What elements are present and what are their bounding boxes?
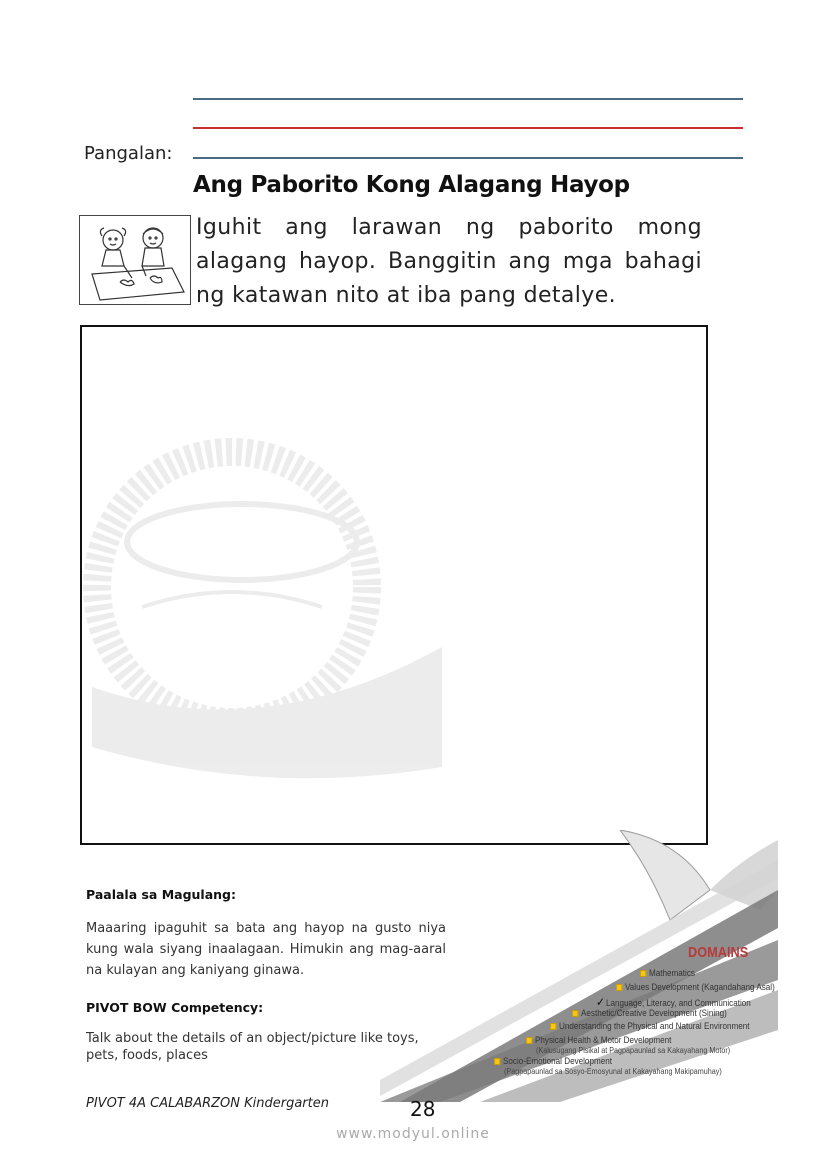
- name-label: Pangalan:: [84, 143, 173, 164]
- instruction-text: Iguhit ang larawan ng paborito mong alagang hayop. Banggitin ang mga bahagi ng katawan nito at iba pang detalye.: [196, 215, 702, 308]
- domain-item: Understanding the Physical and Natural Environment: [550, 1021, 749, 1031]
- website-watermark: www.modyul.online: [336, 1126, 490, 1142]
- competency-text: Talk about the details of an object/picture like toys, pets, foods, places: [86, 1031, 419, 1063]
- domain-item-subtitle: (Kalusugang Pisikal at Pagpapaunlad sa Kakayahang Motor): [536, 1046, 731, 1055]
- domain-marker-icon: [640, 970, 646, 977]
- parents-note-text: Maaaring ipaguhit sa bata ang hayop na gusto niya kung wala siyang inaalagaan. Himukin ang mag-aaral na kulayan ang kaniyang ginawa.: [86, 921, 446, 978]
- domain-item: ✓Language, Literacy, and Communication: [596, 995, 751, 1009]
- check-icon: ✓: [596, 995, 606, 1009]
- parents-note-title: Paalala sa Magulang:: [86, 887, 236, 902]
- domain-item: Socio-Emotional Development: [494, 1056, 612, 1066]
- domains-title: DOMAINS: [688, 944, 749, 961]
- domain-item: Aesthetic/Creative Development (Sining): [572, 1008, 727, 1018]
- name-line-bottom[interactable]: [193, 157, 743, 159]
- domain-item: Values Development (Kagandahang Asal): [616, 982, 775, 992]
- footer-source: PIVOT 4A CALABARZON Kindergarten: [86, 1096, 329, 1111]
- name-line-top: [193, 98, 743, 100]
- page-title: Ang Paborito Kong Alagang Hayop: [193, 172, 630, 198]
- competency-title: PIVOT BOW Competency:: [86, 1000, 264, 1015]
- domain-marker-icon: [550, 1023, 556, 1030]
- page-number: 28: [410, 1097, 436, 1121]
- domain-marker-icon: [494, 1058, 500, 1065]
- domain-marker-icon: [572, 1010, 578, 1017]
- name-line-middle: [193, 127, 743, 129]
- domain-item: Physical Health & Motor Development: [526, 1035, 671, 1045]
- children-drawing-icon: [79, 215, 191, 305]
- watermark-seal: [82, 327, 705, 842]
- domain-item-subtitle: (Pagpapaunlad sa Sosyo-Emosyunal at Kakayahang Makipamuhay): [504, 1067, 722, 1076]
- domain-marker-icon: [526, 1037, 532, 1044]
- domain-item: Mathematics: [640, 968, 695, 978]
- drawing-area[interactable]: [80, 325, 708, 845]
- domain-marker-icon: [616, 984, 622, 991]
